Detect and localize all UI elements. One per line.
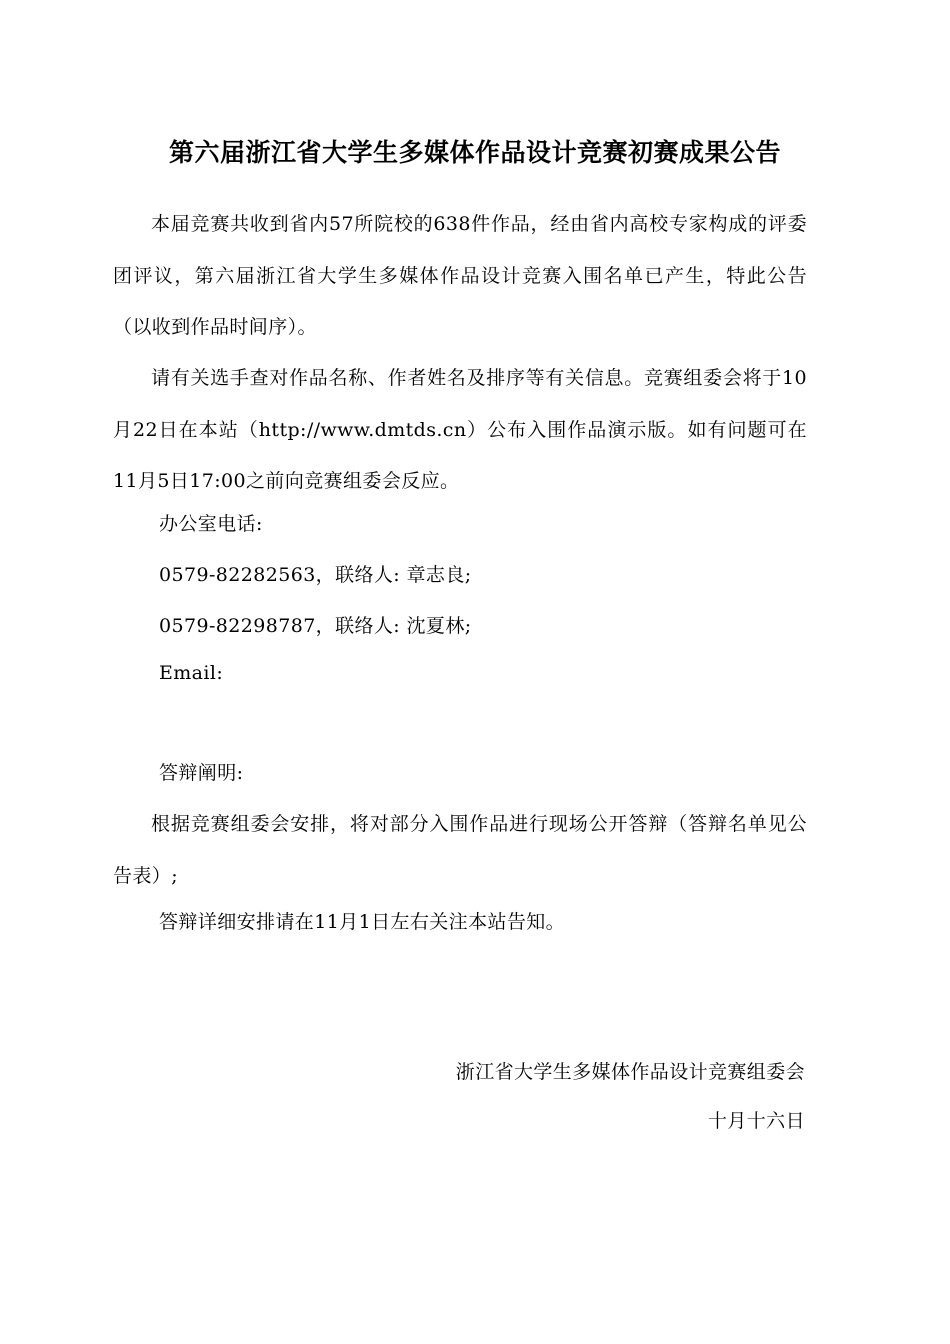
contact-phone-2: 0579-82298787，联络人: 沈夏林;	[159, 615, 472, 637]
email-label: Email:	[159, 662, 224, 684]
office-phone-label: 办公室电话:	[159, 513, 263, 535]
defense-heading: 答辩阐明:	[159, 762, 244, 784]
defense-details-line: 答辩详细安排请在11月1日左右关注本站告知。	[159, 911, 566, 933]
signature-organization: 浙江省大学生多媒体作品设计竞赛组委会	[455, 1061, 805, 1083]
document-title: 第六届浙江省大学生多媒体作品设计竞赛初赛成果公告	[168, 138, 781, 167]
signature-date: 十月十六日	[707, 1110, 805, 1132]
intro-paragraph: 本届竞赛共收到省内57所院校的638件作品，经由省内高校专家构成的评委团评议，第六届浙江省大学生多媒体作品设计竞赛入围名单已产生，特此公告（以收到作品时间序）。	[113, 213, 807, 338]
defense-arrangement-paragraph: 根据竞赛组委会安排，将对部分入围作品进行现场公开答辩（答辩名单见公告表）;	[113, 813, 807, 887]
contact-phone-1: 0579-82282563，联络人: 章志良;	[159, 564, 472, 586]
notice-paragraph: 请有关选手查对作品名称、作者姓名及排序等有关信息。竞赛组委会将于10月22日在本站（http://www.dmtds.cn）公布入围作品演示版。如有问题可在11月5日17:00之前向竞赛组委会反应。	[113, 367, 807, 492]
